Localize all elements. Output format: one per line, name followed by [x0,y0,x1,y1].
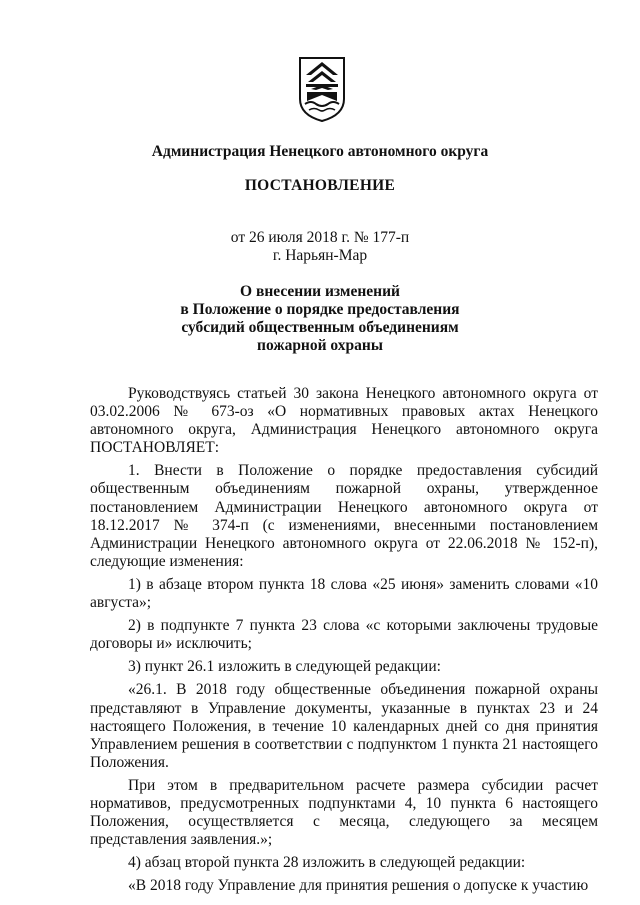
document-date-number: от 26 июля 2018 г. № 177-п [230,229,410,246]
paragraph-subitem-2: 2) в подпункте 7 пункта 23 слова «с которыми заключены трудовые договоры и» исключить; [90,617,598,653]
subject-line: субсидий общественным объединениям [181,319,459,336]
paragraph-quote-continuation: При этом в предварительном расчете размера субсидии расчет нормативов, предусмотренных подпунктами 4, 10 пункта 6 настоящего Положения, осуществляется с месяца, следующего за месяцем представления заявления.»; [90,776,598,849]
subject-line: в Положение о порядке предоставления [180,301,460,318]
paragraph-subitem-1: 1) в абзаце втором пункта 18 слова «25 июня» заменить словами «10 августа»; [90,575,598,612]
subject-line: пожарной охраны [257,337,383,354]
paragraph-item-1: 1. Внести в Положение о порядке предоставления субсидий общественным объединениям пожарной охраны, утвержденное постановлением Администрации Ненецкого автономного округа от 18.12.2017 № 374-п (с изменениями, внесенными постановлением Администрации Ненецкого автономного округа от 22.06.2018 № 152-п), следующие изменения: [90,462,598,570]
organization-title: Администрация Ненецкого автономного округа [151,143,489,160]
paragraph-quote-28: «В 2018 году Управление для принятия решения о допуске к участию [128,877,589,895]
document-city: г. Нарьян-Мар [272,247,368,264]
subject-line: О внесении изменений [240,283,400,300]
paragraph-subitem-4: 4) абзац второй пункта 28 изложить в следующей редакции: [128,854,526,872]
paragraph-quote-26-1: «26.1. В 2018 году общественные объединения пожарной охраны представляют в Управление документы, указанные в пунктах 23 и 24 настоящего Положения, в течение 10 календарных дней со дня принятия Управлением решения в соответствии с подпунктом 1 пункта 21 настоящего Положения. [90,681,598,771]
document-type: ПОСТАНОВЛЕНИЕ [244,177,396,194]
document-subject [0,283,640,355]
document-body [90,385,598,895]
coat-of-arms-emblem [297,55,347,123]
paragraph-subitem-3: 3) пункт 26.1 изложить в следующей редакции: [128,658,441,676]
paragraph-preamble: Руководствуясь статьей 30 закона Ненецкого автономного округа от 03.02.2006 № 673-оз «О нормативных правовых актах Ненецкого автономного округа, Администрация Ненецкого автономного округа ПОСТАНОВЛЯЕТ: [90,385,598,457]
